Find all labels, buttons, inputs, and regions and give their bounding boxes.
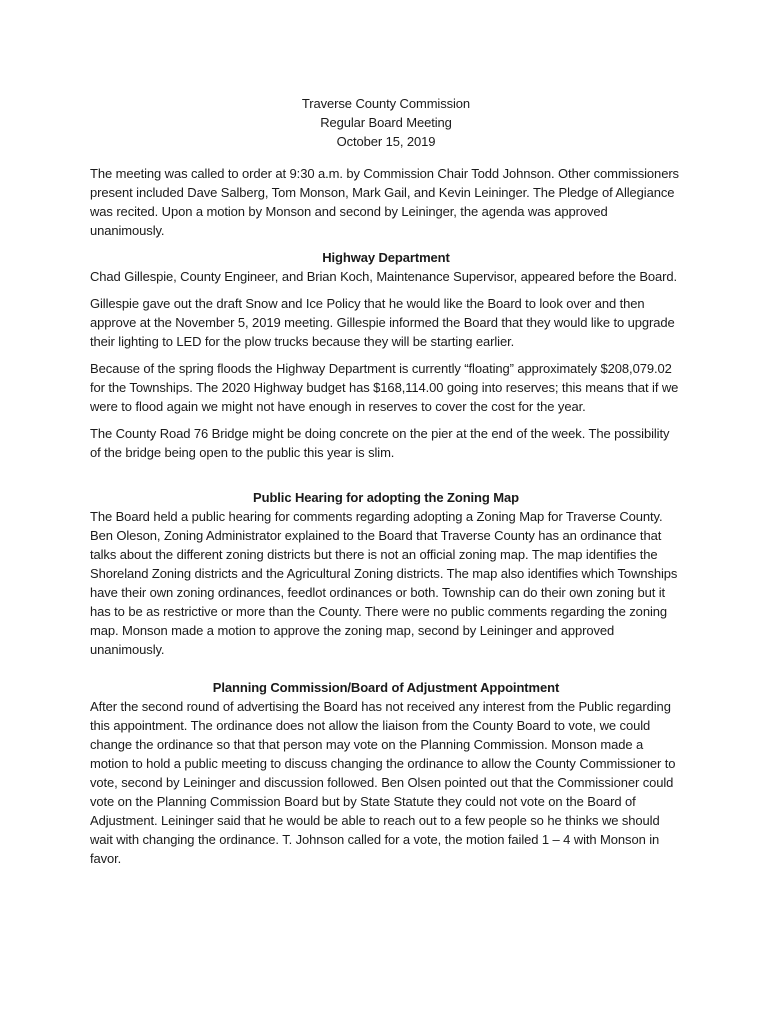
organization-name: Traverse County Commission bbox=[301, 96, 471, 111]
section-spacer bbox=[90, 667, 682, 678]
highway-paragraph-1: Chad Gillespie, County Engineer, and Brian Koch, Maintenance Supervisor, appeared before the Board. bbox=[90, 269, 678, 284]
highway-section-title: Highway Department bbox=[322, 250, 450, 265]
opening-paragraph: The meeting was called to order at 9:30 a.m. by Commission Chair Todd Johnson. Other commissioners present included Dave Salberg, Tom Monson, Mark Gail, and Kevin Leininger. The Pledge of Allegiance was recited. Upon a motion by Monson and second by Leininger, the agenda was approved unanimously. bbox=[90, 166, 679, 238]
highway-paragraph-4: The County Road 76 Bridge might be doing concrete on the pier at the end of the week. The possibility of the bridge being open to the public this year is slim. bbox=[90, 426, 670, 460]
zoning-section-title: Public Hearing for adopting the Zoning Map bbox=[253, 490, 519, 505]
section-spacer bbox=[90, 470, 682, 488]
highway-paragraph-3: Because of the spring floods the Highway Department is currently “floating” approximately $208,079.02 for the Townships. The 2020 Highway budget has $168,114.00 going into reserves; this means that if we were to flood again we might not have enough in reserves to cover the cost for the year. bbox=[90, 361, 679, 414]
planning-paragraph: After the second round of advertising the Board has not received any interest from the Public regarding this appointment. The ordinance does not allow the liaison from the County Board to vote, we could change the ordinance so that that person may vote on the Planning Commission. Monson made a motion to hold a public meeting to discuss changing the ordinance to allow the County Commissioner to vote, second by Leininger and discussion followed. Ben Olsen pointed out that the Commissioner could vote on the Planning Commission Board but by State Statute they could not vote on the Board of Adjustment. Leininger said that he would be able to reach out to a few people so he thinks we should wait with changing the ordinance. T. Johnson called for a vote, the motion failed 1 – 4 with Monson in favor. bbox=[90, 699, 676, 866]
document-body bbox=[90, 94, 682, 876]
meeting-type: Regular Board Meeting bbox=[320, 115, 452, 130]
zoning-paragraph: The Board held a public hearing for comments regarding adopting a Zoning Map for Traverse County. Ben Oleson, Zoning Administrator explained to the Board that Traverse County has an ordinance that talks about the different zoning districts but there is not an official zoning map. The map identifies the Shoreland Zoning districts and the Agricultural Zoning districts. The map also identifies which Townships have their own zoning ordinances, feedlot ordinances or both. Township can do their own zoning but it has to be as restrictive or more than the County. There were no public comments regarding the zoning map. Monson made a motion to approve the zoning map, second by Leininger and approved unanimously. bbox=[90, 509, 678, 657]
meeting-date: October 15, 2019 bbox=[336, 134, 436, 149]
planning-section-title: Planning Commission/Board of Adjustment Appointment bbox=[212, 680, 560, 695]
highway-paragraph-2: Gillespie gave out the draft Snow and Ice Policy that he would like the Board to look over and then approve at the November 5, 2019 meeting. Gillespie informed the Board that they would like to upgrade their lighting to LED for the plow trucks because they will be starting earlier. bbox=[90, 296, 675, 349]
document-header bbox=[90, 94, 682, 151]
